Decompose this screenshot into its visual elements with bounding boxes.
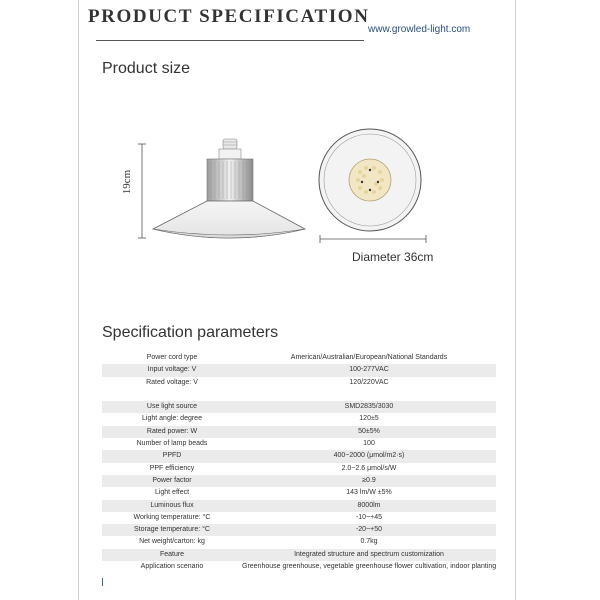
spec-table xyxy=(102,352,496,573)
table-row xyxy=(102,475,496,487)
param-name-cell: Light effect xyxy=(154,489,190,497)
param-value-cell: American/Australian/European/National Standards xyxy=(290,354,448,361)
param-name-cell: Rated voltage: V xyxy=(146,378,198,386)
table-row xyxy=(102,413,496,425)
table-row xyxy=(102,426,496,438)
param-value-cell: ≥0.9 xyxy=(242,475,496,487)
table-row xyxy=(102,364,496,376)
param-value-cell: 100 xyxy=(363,440,375,448)
table-row xyxy=(102,549,496,561)
param-name-cell: Rated power: W xyxy=(102,426,242,438)
param-value-cell: 120/220VAC xyxy=(349,378,389,386)
param-name-cell: PPFD xyxy=(102,450,242,462)
param-name-cell: Luminous flux xyxy=(102,500,242,512)
table-row xyxy=(102,500,496,512)
table-row xyxy=(102,352,496,364)
param-value-cell: -10~+45 xyxy=(355,513,383,521)
param-value-cell: 8000lm xyxy=(242,500,496,512)
product-size-heading: Product size xyxy=(102,60,191,77)
table-row xyxy=(102,377,496,389)
param-value-cell: -20~+50 xyxy=(242,524,496,536)
param-value-cell: 400~2000 (μmol/m2·s) xyxy=(242,450,496,462)
param-value-cell: 120±5 xyxy=(359,415,379,423)
spec-parameters-heading: Specification parameters xyxy=(102,324,279,341)
height-label: 19cm xyxy=(121,169,134,195)
param-name-cell: PPF efficiency xyxy=(149,464,195,472)
table-row xyxy=(102,450,496,462)
table-row xyxy=(102,536,496,548)
param-name-cell: Application scenario xyxy=(140,563,204,571)
param-name-cell: Use light source xyxy=(102,401,242,413)
param-name-cell: Input voltage: V xyxy=(102,364,242,376)
param-name-cell: Power factor xyxy=(102,475,242,487)
website-url[interactable]: www.growled-light.com xyxy=(368,24,471,35)
param-name-cell: Power cord type xyxy=(146,354,198,361)
table-row xyxy=(102,512,496,524)
diameter-dimension-line xyxy=(318,232,430,246)
param-value-cell: Integrated structure and spectrum customization xyxy=(242,549,496,561)
cursor-mark xyxy=(102,578,103,586)
header-underline xyxy=(96,40,364,41)
param-value-cell: 100-277VAC xyxy=(242,364,496,376)
param-name-cell: Feature xyxy=(102,549,242,561)
param-name-cell: Working temperature: °C xyxy=(133,513,211,521)
param-value-cell: 2.0~2.6 μmol/s/W xyxy=(341,464,397,472)
diameter-label: Diameter 36cm xyxy=(352,250,434,264)
param-value-cell: Greenhouse greenhouse, vegetable greenhouse flower cultivation, indoor planting xyxy=(242,563,497,571)
table-row xyxy=(102,524,496,536)
param-name-cell: Number of lamp beads xyxy=(136,440,208,448)
param-name-cell: Net weight/carton: kg xyxy=(139,538,205,546)
param-name-cell: Storage temperature: °C xyxy=(102,524,242,536)
table-row xyxy=(102,463,496,475)
table-row xyxy=(102,561,496,573)
lamp-front-view-icon xyxy=(316,126,424,234)
page-title: PRODUCT SPECIFICATION xyxy=(88,6,370,27)
table-row xyxy=(102,389,496,401)
param-value-cell xyxy=(242,389,496,401)
table-row xyxy=(102,401,496,413)
param-value-cell: 50±5% xyxy=(242,426,496,438)
param-value-cell: SMD2835/3030 xyxy=(242,401,496,413)
table-row xyxy=(102,487,496,499)
lamp-side-view-icon xyxy=(145,135,315,245)
param-value-cell: 143 lm/W ±5% xyxy=(346,489,392,497)
table-row xyxy=(102,438,496,450)
param-name-cell xyxy=(102,389,242,401)
param-value-cell: 0.7kg xyxy=(360,538,378,546)
param-name-cell: Light angle: degree xyxy=(142,415,202,423)
